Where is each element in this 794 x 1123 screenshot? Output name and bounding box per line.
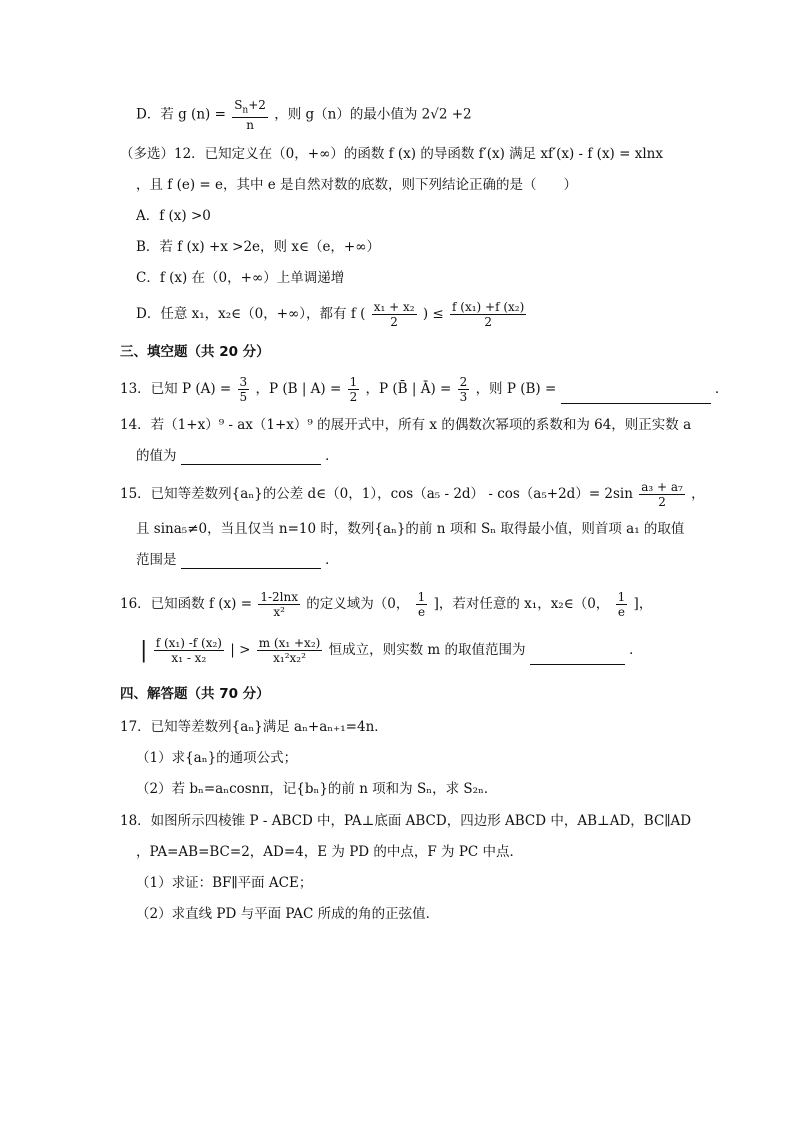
q11-option-d: D．若 g (n) = $\frac{S_n+2}{n}$ ，则 g（n）的最小值为 2√2 +2	[136, 98, 472, 133]
q12-stem-line1: （多选）12．已知定义在（0，+∞）的函数 f (x) 的导函数 f′(x) 满足 xf′(x) - f (x) = xlnx	[120, 146, 663, 162]
q17-line1: 17．已知等差数列{aₙ}满足 aₙ+aₙ₊₁=4n．	[120, 719, 388, 735]
q15-line3: 范围是 ．	[136, 552, 339, 568]
q15-line2: 且 sina₅≠0，当且仅当 n=10 时，数列{aₙ}的前 n 项和 Sₙ 取得最小值，则首项 a₁ 的取值	[136, 521, 685, 537]
q14-answer-blank[interactable]	[181, 450, 321, 465]
q17-sub1: （1）求{aₙ}的通项公式；	[136, 750, 298, 766]
q13-answer-blank[interactable]	[561, 389, 711, 404]
q18-line2: ，PA=AB=BC=2，AD=4，E 为 PD 的中点，F 为 PC 中点．	[136, 844, 524, 860]
q12-option-d: D．任意 x₁，x₂∈（0，+∞），都有 f ( $\frac{\text{x₁ + x₂}}{2}$ ) ≤ $\frac{\text{f (x₁) +f (x₂)}}{2}$	[136, 300, 525, 329]
q16-line2: | $\frac{\text{f (x₁) -f (x₂)}}{\text{x₁ - x₂}}$ | > $\frac{\text{m (x₁ +x₂)}}{\text{x₁²x₂²}}$ 恒成立，则实数 m 的取值范围为 ．	[140, 636, 643, 665]
q14-line2: 的值为 ．	[136, 448, 339, 464]
q18-line1: 18．如图所示四棱锥 P - ABCD 中，PA⊥底面 ABCD，四边形 ABCD 中，AB⊥AD，BC∥AD	[120, 813, 692, 829]
section-answer-title: 四、解答题（共 70 分）	[120, 686, 270, 702]
section-fill-in-title: 三、填空题（共 20 分）	[120, 344, 270, 360]
q12-option-a: A．f (x) >0	[136, 208, 211, 224]
q14-line1: 14．若（1+x）⁹ - ax（1+x）⁹ 的展开式中，所有 x 的偶数次幂项的系数和为 64，则正实数 a	[120, 417, 692, 433]
q12-option-b: B．若 f (x) +x >2e，则 x∈（e，+∞）	[136, 239, 380, 255]
q18-sub2: （2）求直线 PD 与平面 PAC 所成的角的正弦值．	[136, 906, 440, 922]
q11-fraction: $\frac{S_n+2}{n}$	[234, 98, 266, 133]
q18-sub1: （1）求证：BF∥平面 ACE；	[136, 875, 313, 891]
q12-option-c: C．f (x) 在（0，+∞）上单调递增	[136, 270, 345, 286]
q13: 13．已知 P (A) = $\frac{3}{5}$ ，P (B | A) = $\frac{1}{2}$ ，P (B̄ | Ā) = $\frac{2}{3}$ ，则 P (B) = ．	[120, 375, 729, 404]
q12-stem-line2: ，且 f (e) = e，其中 e 是自然对数的底数，则下列结论正确的是（ ）	[136, 177, 578, 193]
q15-line1: 15．已知等差数列{aₙ}的公差 d∈（0，1），cos（a₅ - 2d） - cos（a₅+2d）= 2sin $\frac{\text{a₃ + a₇}}{2}$ ，	[120, 480, 705, 509]
q16-line1: 16．已知函数 f (x) = $\frac{1-2\ln x}{\text{x²}}$ 的定义域为（0， $\frac{1}{e}$ ]，若对任意的 x₁，x₂∈（0， $\frac{1}{e}$ ]，	[120, 590, 653, 619]
q16-answer-blank[interactable]	[530, 650, 625, 665]
q17-sub2: （2）若 bₙ=aₙcosnπ，记{bₙ}的前 n 项和为 Sₙ，求 S₂ₙ．	[136, 781, 498, 797]
q15-answer-blank[interactable]	[181, 554, 321, 569]
